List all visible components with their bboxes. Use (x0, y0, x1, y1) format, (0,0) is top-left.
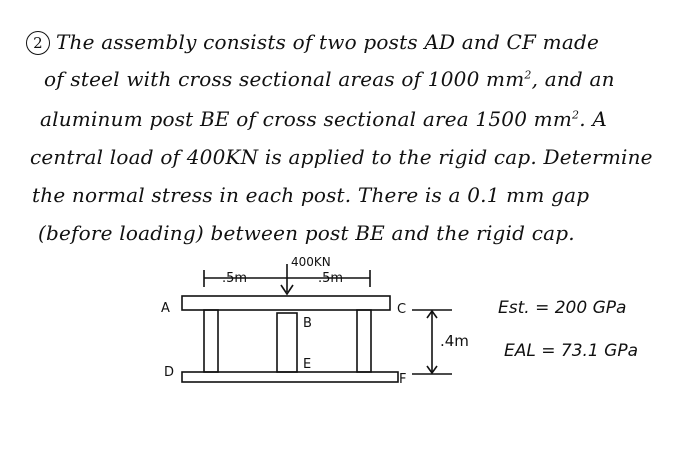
problem-text-2: of steel with cross sectional areas of 1000 mm (44, 67, 525, 91)
aluminum-modulus: EAL = 73.1 GPa (504, 341, 638, 361)
superscript-2a: 2 (524, 68, 532, 82)
label-F: F (399, 372, 407, 387)
base-plate (182, 372, 398, 382)
load-label: 400KN (291, 255, 331, 269)
problem-text-6: (before loading) between post BE and the rigid cap. (38, 221, 575, 245)
label-B: B (303, 316, 312, 331)
label-C: C (397, 302, 407, 317)
problem-text-1: The assembly consists of two posts AD and CF made (56, 30, 600, 54)
post-AD (204, 310, 218, 372)
dim-right-label: .5m (318, 271, 344, 286)
problem-text-3: aluminum post BE of cross sectional area 1500 mm (40, 107, 573, 131)
rigid-cap (182, 296, 390, 310)
problem-text-4: central load of 400KN is applied to the rigid cap. Determine (30, 145, 653, 169)
post-BE (277, 313, 297, 372)
problem-text-5: the normal stress in each post. There is a 0.1 mm gap (32, 183, 590, 207)
problem-text-3-tail: . A (579, 107, 607, 131)
problem-text-2-tail: , and an (531, 67, 615, 91)
label-A: A (161, 301, 170, 316)
label-D: D (164, 365, 175, 380)
height-label: .4m (440, 332, 469, 350)
label-E: E (303, 357, 312, 372)
steel-modulus: Est. = 200 GPa (498, 298, 627, 318)
superscript-2b: 2 (572, 108, 580, 122)
dim-left-label: .5m (222, 271, 248, 286)
post-CF (357, 310, 371, 372)
problem-number: 2 (26, 31, 50, 55)
